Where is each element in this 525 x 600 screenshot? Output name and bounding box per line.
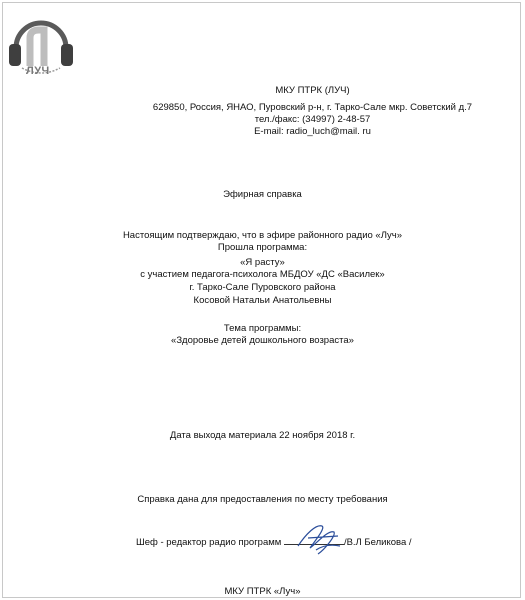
document-title: Эфирная справка bbox=[223, 189, 302, 200]
signature-role: Шеф - редактор радио программ bbox=[136, 537, 282, 548]
theme-value: «Здоровье детей дошкольного возраста» bbox=[171, 335, 354, 346]
signature-row bbox=[136, 535, 412, 549]
body-line: Прошла программа: bbox=[217, 242, 308, 253]
body-line: Косовой Натальи Анатольевны bbox=[193, 295, 332, 306]
header-org-name: МКУ ПТРК (ЛУЧ) bbox=[275, 85, 350, 96]
signature-name: /В.Л Беликова / bbox=[343, 537, 412, 548]
footer-org: МКУ ПТРК «Луч» bbox=[224, 586, 301, 597]
body-line: «Я расту» bbox=[240, 257, 285, 268]
body-line: г. Тарко-Сале Пуровского района bbox=[189, 282, 336, 293]
purpose-statement: Справка дана для предоставления по месту требования bbox=[137, 494, 388, 505]
header-email: E-mail: radio_luch@mail. ru bbox=[254, 126, 371, 137]
theme-label: Тема программы: bbox=[223, 323, 302, 334]
body-line: с участием педагога-психолога МБДОУ «ДС «Василек» bbox=[140, 269, 385, 280]
header-address: 629850, Россия, ЯНАО, Пуровский р-н, г. Тарко-Сале мкр. Советский д.7 bbox=[152, 102, 473, 113]
body-line: Настоящим подтверждаю, что в эфире районного радио «Луч» bbox=[122, 230, 403, 241]
logo-text: ЛУЧ bbox=[26, 65, 50, 77]
release-date: Дата выхода материала 22 ноября 2018 г. bbox=[169, 430, 356, 441]
header-phone: тел./факс: (34997) 2-48-57 bbox=[254, 114, 371, 125]
handwritten-signature bbox=[288, 516, 348, 561]
